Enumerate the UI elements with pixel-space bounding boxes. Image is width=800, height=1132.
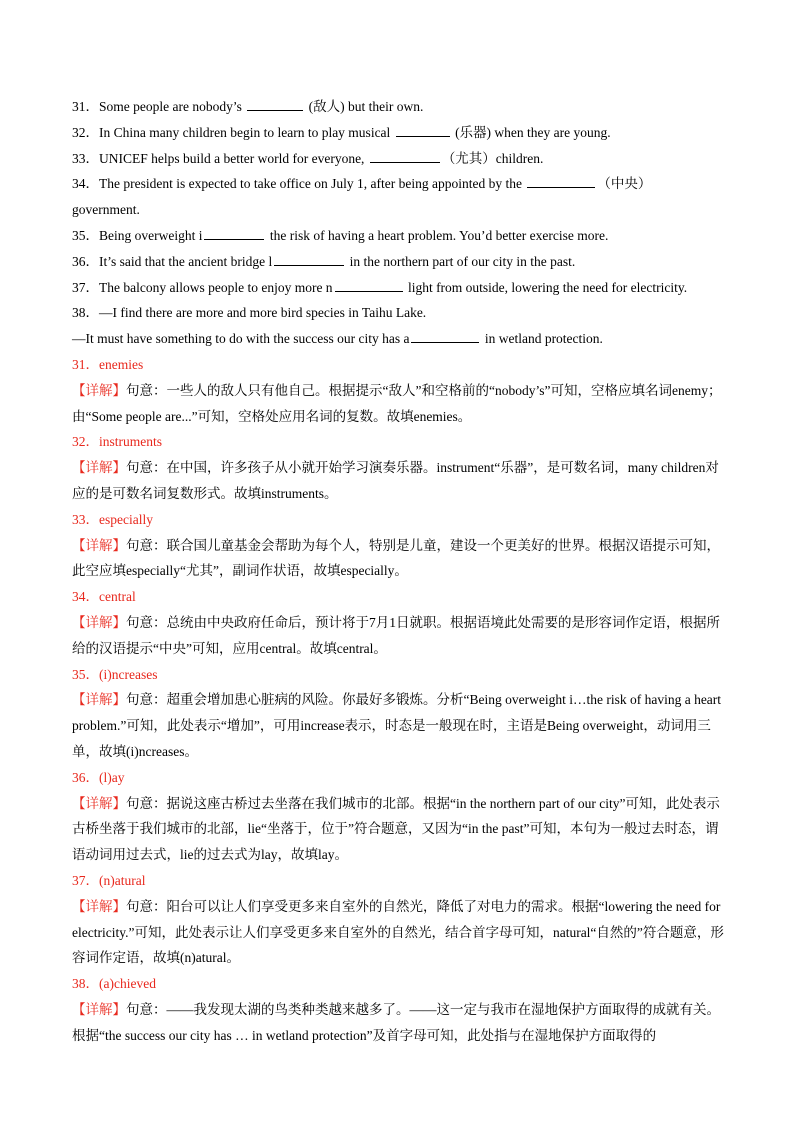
- explanation-label: 【详解】: [72, 692, 126, 708]
- answer-blank: [335, 290, 403, 292]
- explanation-34: [72, 610, 730, 662]
- question-text: （尤其）children.: [441, 150, 544, 166]
- question-38: [72, 300, 730, 326]
- explanation-38: [72, 997, 730, 1049]
- explanation-label: 【详解】: [72, 614, 126, 630]
- explanation-label: 【详解】: [72, 382, 126, 398]
- explanation-36: [72, 791, 730, 868]
- explanation-text: 句意：据说这座古桥过去坐落在我们城市的北部。根据“in the northern part of our city”可知，此处表示古桥坐落于我们城市的北部，lie“坐落于，位于”符合题意，又因为“in the past”可知，本句为一般过去时态，谓语动词用过去式，lie的过去式为lay，故填lay。: [72, 795, 720, 863]
- question-text: （中央）: [597, 176, 652, 192]
- question-text: the risk of having a heart problem. You’d better exercise more.: [266, 227, 609, 243]
- explanation-label: 【详解】: [72, 795, 126, 811]
- answer-blank: [411, 341, 479, 343]
- question-35: [72, 223, 730, 249]
- question-number: 34．: [72, 176, 99, 192]
- question-number: 35．: [72, 227, 99, 243]
- answer-blank: [204, 238, 264, 240]
- explanation-text: 句意：在中国，许多孩子从小就开始学习演奏乐器。instrument“乐器”，是可数名词，many children对应的是可数名词复数形式。故填instruments。: [72, 460, 719, 501]
- question-text: in the northern part of our city in the past.: [346, 253, 576, 269]
- question-33: [72, 146, 730, 172]
- question-number: 37．: [72, 279, 99, 295]
- question-text: light from outside, lowering the need for electricity.: [404, 279, 688, 295]
- answer-blank: [527, 186, 595, 188]
- answer-heading-35: 35．(i)ncreases: [72, 666, 158, 682]
- question-text: The president is expected to take office on July 1, after being appointed by the: [99, 176, 526, 192]
- question-31: [72, 94, 730, 120]
- explanation-text: 句意：——我发现太湖的鸟类种类越来越多了。——这一定与我市在湿地保护方面取得的成就有关。根据“the success our city has … in wetland protection”及首字母可知，此处指与在湿地保护方面取得的: [72, 1001, 720, 1043]
- question-37: [72, 275, 730, 301]
- answer-heading-37: 37．(n)atural: [72, 872, 146, 888]
- explanation-label: 【详解】: [72, 537, 126, 553]
- question-number: 31．: [72, 99, 99, 114]
- explanation-text: 句意：阳台可以让人们享受更多来自室外的自然光，降低了对电力的需求。根据“lowering the need for electricity.”可知，此处表示让人们享受更多来自室外的自然光，结合首字母可知，natural“自然的”符合题意，形容词作定语，故填(n)atural。: [72, 898, 724, 966]
- question-text: —I find there are more and more bird species in Taihu Lake.: [99, 305, 427, 321]
- answer-blank: [396, 135, 450, 137]
- question-34-continuation: government.: [72, 202, 140, 218]
- answer-blank: [370, 161, 440, 163]
- question-34: [72, 171, 730, 197]
- question-text: (敌人) but their own.: [305, 99, 424, 114]
- answer-heading-38: 38．(a)chieved: [72, 976, 156, 992]
- answer-heading-31: 31．enemies: [72, 356, 144, 372]
- question-text: In China many children begin to learn to play musical: [99, 124, 394, 140]
- question-number: 32．: [72, 124, 99, 140]
- question-38-reply: [72, 326, 730, 352]
- question-text: The balcony allows people to enjoy more n: [99, 279, 333, 295]
- answer-heading-34: 34．central: [72, 589, 136, 605]
- question-text: (乐器) when they are young.: [451, 124, 611, 140]
- explanation-label: 【详解】: [72, 460, 126, 476]
- question-text: It’s said that the ancient bridge l: [99, 253, 273, 269]
- explanation-text: 句意：联合国儿童基金会帮助为每个人，特别是儿童，建设一个更美好的世界。根据汉语提示可知，此空应填especially“尤其”，副词作状语，故填especially。: [72, 537, 720, 579]
- answer-heading-32: 32．instruments: [72, 434, 162, 450]
- explanation-37: [72, 894, 730, 971]
- question-number: 36．: [72, 253, 99, 269]
- question-number: 33．: [72, 150, 99, 166]
- explanation-text: 句意：一些人的敌人只有他自己。根据提示“敌人”和空格前的“nobody’s”可知，空格应填名词enemy；由“Some people are...”可知，空格处应用名词的复数。故填enemies。: [72, 382, 722, 424]
- explanation-label: 【详解】: [72, 898, 126, 914]
- document-content: [72, 94, 730, 1048]
- question-text: —It must have something to do with the success our city has a: [72, 331, 410, 347]
- explanation-33: [72, 533, 730, 585]
- question-36: [72, 249, 730, 275]
- answer-blank: [274, 264, 344, 266]
- question-text: Being overweight i: [99, 227, 203, 243]
- question-text: Some people are nobody’s: [99, 99, 246, 114]
- explanation-32: [72, 455, 730, 507]
- answer-blank: [247, 109, 303, 111]
- explanation-text: 句意：总统由中央政府任命后，预计将于7月1日就职。根据语境此处需要的是形容词作定语，根据所给的汉语提示“中央”可知，应用central。故填central。: [72, 614, 720, 656]
- question-text: in wetland protection.: [481, 331, 603, 347]
- question-32: [72, 120, 730, 146]
- explanation-text: 句意：超重会增加患心脏病的风险。你最好多锻炼。分析“Being overweight i…the risk of having a heart problem.”可知，此处表示“增加”，可用increase表示，时态是一般现在时，主语是Being overweight，动词用三单，故填(i)ncreases。: [72, 692, 722, 759]
- question-text: UNICEF helps build a better world for everyone,: [99, 150, 368, 166]
- answer-heading-36: 36．(l)ay: [72, 769, 125, 785]
- explanation-31: [72, 378, 730, 430]
- explanation-label: 【详解】: [72, 1001, 126, 1017]
- answer-heading-33: 33．especially: [72, 511, 153, 527]
- question-number: 38．: [72, 305, 99, 321]
- explanation-35: [72, 687, 730, 764]
